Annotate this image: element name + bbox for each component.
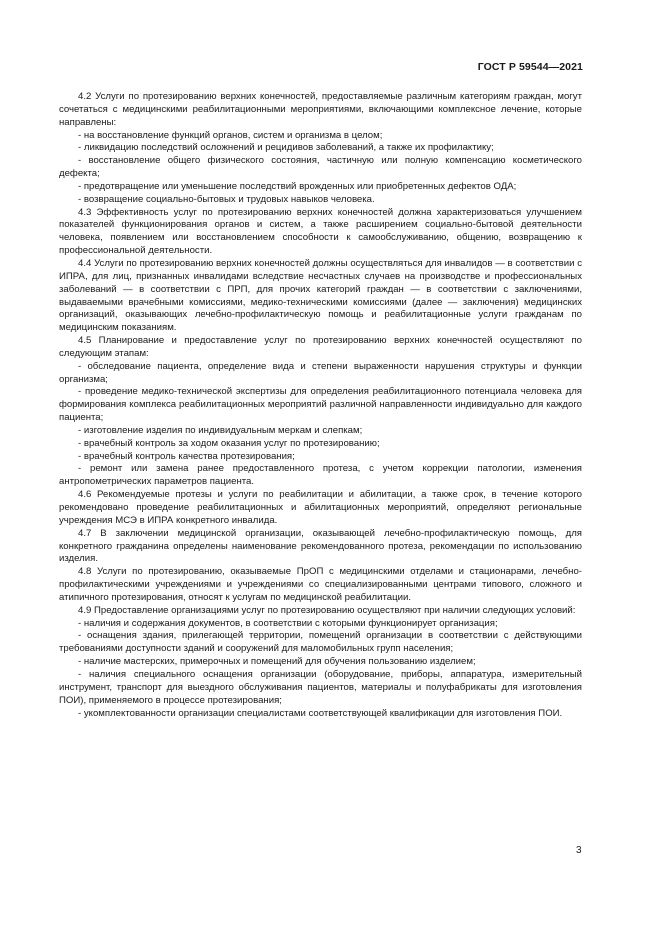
paragraph-4-7: 4.7 В заключении медицинской организации, оказывающей лечебно-профилактическую помощь, для конкретного гражданина определены наименование рекомендованного протеза, рекомендации по использованию изделия. bbox=[59, 527, 582, 565]
list-item: - обследование пациента, определение вида и степени выраженности нарушения структуры и функции организма; bbox=[59, 360, 582, 385]
list-item: - врачебный контроль качества протезирования; bbox=[78, 450, 295, 462]
list-item: - ликвидацию последствий осложнений и рецидивов заболеваний, а также их профилактику; bbox=[78, 142, 494, 154]
list-item: - врачебный контроль за ходом оказания услуг по протезированию; bbox=[78, 437, 380, 449]
list-item: - оснащения здания, прилегающей территории, помещений организации в соответствии с действующими требованиями доступности зданий и сооружений для маломобильных групп населения; bbox=[59, 630, 582, 655]
list-item: - ремонт или замена ранее предоставленного протеза, с учетом коррекции патологии, изменения антропометрических параметров пациента. bbox=[59, 463, 582, 488]
list-item: - наличие мастерских, примерочных и помещений для обучения пользованию изделием; bbox=[78, 656, 476, 668]
document-body bbox=[59, 91, 582, 720]
list-item: - возвращение социально-бытовых и трудовых навыков человека. bbox=[78, 193, 375, 205]
paragraph-4-5: 4.5 Планирование и предоставление услуг по протезированию верхних конечностей осуществляют по следующим этапам: bbox=[59, 335, 582, 359]
paragraph-4-3: 4.3 Эффективность услуг по протезированию верхних конечностей должна характеризоваться улучшением показателей функционирования органов и систем, а также расширением социально-бытовой деятельности человека, появлением или восстановлением способности к самообслуживанию, общению, возвращению к профессиональной деятельности. bbox=[59, 206, 582, 257]
page-number: 3 bbox=[576, 845, 582, 856]
list-item: - укомплектованности организации специалистами соответствующей квалификации для изготовления ПОИ. bbox=[78, 707, 563, 719]
paragraph-4-9: 4.9 Предоставление организациями услуг по протезированию осуществляют при наличии следующих условий: bbox=[78, 604, 576, 616]
list-item: - проведение медико-технической экспертизы для определения реабилитационного потенциала человека для формирования комплекса реабилитационных мероприятий различной направленности индивидуально для каждого пациента; bbox=[59, 386, 582, 424]
list-item: - на восстановление функций органов, систем и организма в целом; bbox=[78, 129, 383, 141]
document-header-standard: ГОСТ Р 59544—2021 bbox=[477, 61, 583, 73]
paragraph-4-6: 4.6 Рекомендуемые протезы и услуги по реабилитации и абилитации, а также срок, в течение которого рекомендовано проведение реабилитационных и абилитационных мероприятий, определяют региональные учреждения МСЭ в ИПРА конкретного инвалида. bbox=[59, 489, 582, 526]
list-item: - восстановление общего физического состояния, частичную или полную компенсацию косметического дефекта; bbox=[59, 155, 582, 180]
paragraph-4-2: 4.2 Услуги по протезированию верхних конечностей, предоставляемые различным категориям граждан, могут сочетаться с медицинскими реабилитационными мероприятиями, включающими комплексное лечение, которые направлены: bbox=[59, 91, 582, 128]
list-item: - наличия и содержания документов, в соответствии с которыми функционирует организация; bbox=[78, 617, 498, 629]
list-item: - изготовление изделия по индивидуальным меркам и слепкам; bbox=[78, 424, 363, 436]
paragraph-4-8: 4.8 Услуги по протезированию, оказываемые ПрОП с медицинскими отделами и стационарами, лечебно-профилактическими учреждениями и учреждениями со специализированными центрами типового, сложного и атипичного протезирования, относят к услугам по медицинской реабилитации. bbox=[59, 566, 582, 603]
list-item: - предотвращение или уменьшение последствий врожденных или приобретенных дефектов ОДА; bbox=[78, 180, 517, 192]
list-item: - наличия специального оснащения организации (оборудование, приборы, аппаратура, измерительный инструмент, транспорт для выездного обслуживания пациентов, материалы и полуфабрикаты для изготовления ПОИ), применяемого в процессе протезирования; bbox=[59, 668, 582, 706]
paragraph-4-4: 4.4 Услуги по протезированию верхних конечностей должны осуществляться для инвалидов — в соответствии с ИПРА, для лиц, признанных инвалидами вследствие несчастных случаев на производстве и профессиональных заболеваний — в соответствии с ПРП, для прочих категорий граждан — в соответствии с заключениями, выдаваемыми врачебными комиссиями, медико-техническими комиссиями (далее — заключения) медицинских организаций, оказывающих лечебно-профилактическую помощь и реабилитационные услуги гражданам по медицинским показаниям. bbox=[59, 257, 582, 334]
